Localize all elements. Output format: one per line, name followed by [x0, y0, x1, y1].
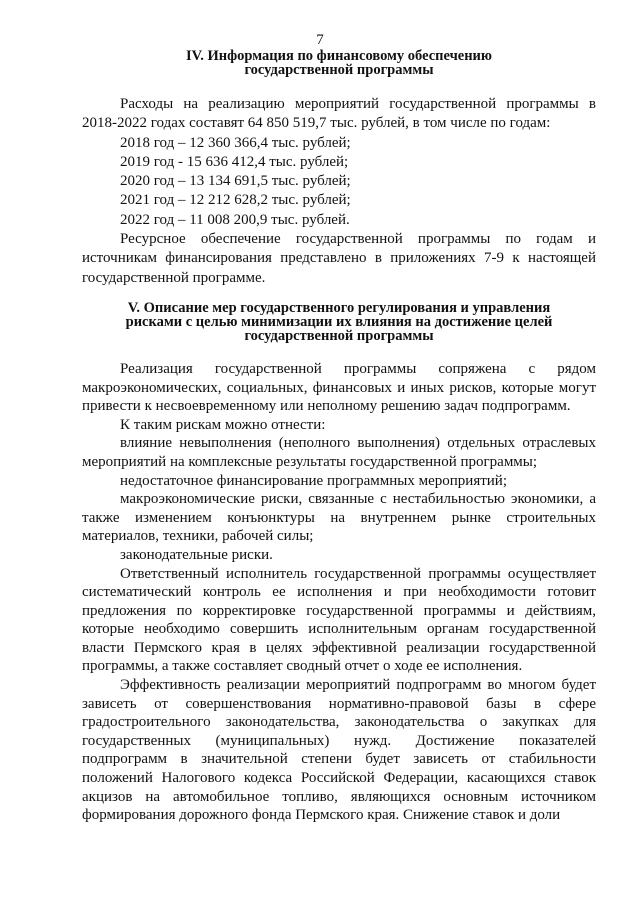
resource-paragraph: Ресурсное обеспечение государственной программы по годам и источникам финансирования представлено в приложениях 7-9 к настоящей государственной программе. — [82, 231, 596, 286]
year-line: 2019 год - 15 636 412,4 тыс. рублей; — [120, 153, 349, 170]
expenses-intro-paragraph: Расходы на реализацию мероприятий государственной программы в 2018-2022 годах составят 64 850 519,7 тыс. рублей, в том числе по годам: — [82, 96, 596, 132]
section-5-heading-line-1: V. Описание мер государственного регулирования и управления — [127, 299, 551, 316]
section-5-heading-line-3: государственной программы — [244, 327, 434, 344]
risk-item: влияние невыполнения (неполного выполнения) отдельных отраслевых мероприятий на комплексные результаты государственной программы; — [82, 435, 596, 470]
section-5-heading-line-2: рисками с целью минимизации их влияния на достижение целей — [125, 313, 553, 330]
risk-item: законодательные риски. — [120, 546, 273, 563]
year-line: 2022 год – 11 008 200,9 тыс. рублей. — [120, 211, 350, 228]
document-content — [82, 49, 596, 825]
section-4-heading — [82, 49, 596, 77]
risks-list-lead: К таким рискам можно отнести: — [120, 416, 326, 433]
risks-intro-paragraph: Реализация государственной программы сопряжена с рядом макроэкономических, социальных, финансовых и иных рисков, которые могут привести к несвоевременному или неполному решению задач подпрограмм. — [82, 360, 596, 415]
section-4-heading-line-1: IV. Информация по финансовому обеспечению — [185, 48, 492, 64]
page-number: 7 — [316, 32, 324, 48]
section-5-heading — [82, 301, 596, 343]
efficiency-paragraph: Эффективность реализации мероприятий подпрограмм во многом будет зависеть от совершенствования нормативно-правовой базы в сфере градостроительного законодательства, законодательства о закупках для государственных (муниципальных) нужд. Достижение показателей подпрограмм в значительной степени будет зависеть от стабильности положений Налогового кодекса Российской Федерации, касающихся ставок акцизов на автомобильное топливо, являющихся основным источником формирования дорожного фонда Пермского края. Снижение ставок и доли — [82, 677, 596, 824]
section-4-heading-line-2: государственной программы — [244, 62, 434, 78]
risk-item: недостаточное финансирование программных мероприятий; — [120, 472, 507, 489]
year-line: 2020 год – 13 134 691,5 тыс. рублей; — [120, 173, 351, 190]
year-line: 2021 год – 12 212 628,2 тыс. рублей; — [120, 192, 351, 209]
control-paragraph: Ответственный исполнитель государственной программы осуществляет систематический контроль ее исполнения и при необходимости готовит предложения по корректировке государственной программы и действиям, которые необходимо совершить исполнительным органам государственной власти Пермского края в целях эффективной реализации государственной программы, а также составляет сводный отчет о ходе ее исполнения. — [82, 565, 596, 675]
year-line: 2018 год – 12 360 366,4 тыс. рублей; — [120, 134, 351, 151]
risk-item: макроэкономические риски, связанные с нестабильностью экономики, а также изменением конъюнктуры на внутреннем рынке строительных материалов, техники, рабочей силы; — [82, 491, 596, 545]
